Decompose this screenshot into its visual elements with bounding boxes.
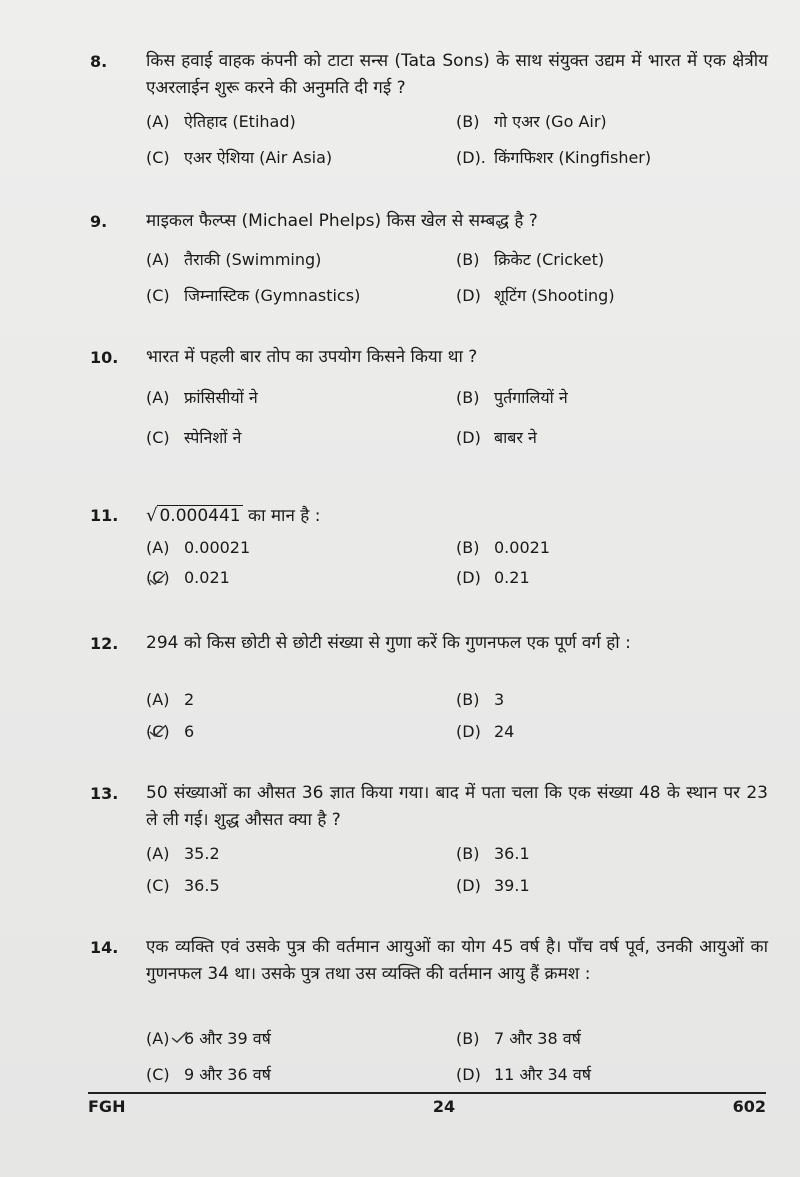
option-b: (B) 3 — [456, 690, 505, 709]
option-a: (A) 6 और 39 वर्ष — [146, 1029, 271, 1048]
footer-code: FGH — [88, 1097, 126, 1116]
question-text: किस हवाई वाहक कंपनी को टाटा सन्स (Tata Sons) के साथ संयुक्त उद्यम में भारत में एक क्षेत्रीय एअरलाईन शुरू करने की अनुमति दी गई ? — [146, 51, 768, 98]
page-number: 24 — [432, 1097, 456, 1116]
question-number: 14. — [90, 938, 119, 957]
option-d: (D) 11 और 34 वर्ष — [456, 1065, 592, 1084]
option-d: (D) 39.1 — [456, 876, 530, 895]
option-a: (A) 0.00021 — [146, 538, 251, 557]
option-a: (A) ऐतिहाद (Etihad) — [146, 112, 296, 131]
option-c: (C) स्पेनिशों ने — [146, 428, 242, 447]
option-b: (B) पुर्तगालियों ने — [456, 388, 568, 407]
option-d: (D) शूटिंग (Shooting) — [456, 286, 615, 305]
question-number: 12. — [90, 634, 119, 653]
pen-tick-mark-icon — [148, 572, 166, 586]
question-text: √ 0.000441 का मान है : — [146, 502, 768, 530]
option-c: (C) 36.5 — [146, 876, 220, 895]
option-c: (C) एअर ऐशिया (Air Asia) — [146, 148, 333, 167]
question-number: 13. — [90, 784, 119, 803]
pen-tick-mark-icon — [148, 724, 166, 738]
option-d: (D) 24 — [456, 722, 515, 741]
question-number: 8. — [90, 52, 108, 71]
option-b: (B) 7 और 38 वर्ष — [456, 1029, 581, 1048]
option-a: (A) तैराकी (Swimming) — [146, 250, 322, 269]
question-number: 9. — [90, 212, 108, 231]
option-c: (C) जिम्नास्टिक (Gymnastics) — [146, 286, 361, 305]
question-number: 10. — [90, 348, 119, 367]
question-text: माइकल फैल्प्स (Michael Phelps) किस खेल से सम्बद्ध है ? — [146, 211, 538, 231]
option-b: (B) 0.0021 — [456, 538, 550, 557]
option-d: (D). किंगफिशर (Kingfisher) — [456, 148, 652, 167]
option-a: (A) फ्रांसिसीयों ने — [146, 388, 258, 407]
option-d: (D) 0.21 — [456, 568, 530, 587]
option-b: (B) गो एअर (Go Air) — [456, 112, 607, 131]
radical-sign-icon: √ — [146, 505, 158, 526]
question-text: भारत में पहली बार तोप का उपयोग किसने किया था ? — [146, 347, 478, 367]
option-c: (C) 6 — [146, 722, 195, 741]
question-text: एक व्यक्ति एवं उसके पुत्र की वर्तमान आयुओं का योग 45 वर्ष है। पाँच वर्ष पूर्व, उनकी आयुओं का गुणनफल 34 था। उसके पुत्र तथा उस व्यक्ति की वर्तमान आयु हैं क्रमश : — [146, 937, 768, 984]
question-number: 11. — [90, 506, 119, 525]
footer-rule — [88, 1092, 766, 1094]
option-d: (D) बाबर ने — [456, 428, 537, 447]
footer-series-code: 602 — [732, 1097, 766, 1116]
option-b: (B) 36.1 — [456, 844, 530, 863]
option-c: (C) 9 और 36 वर्ष — [146, 1065, 271, 1084]
option-c: (C) 0.021 — [146, 568, 230, 587]
pen-tick-mark-icon — [170, 1030, 188, 1044]
square-root-expression: √ 0.000441 — [146, 505, 241, 526]
question-text: 294 को किस छोटी से छोटी संख्या से गुणा करें कि गुणनफल एक पूर्ण वर्ग हो : — [146, 633, 631, 653]
option-b: (B) क्रिकेट (Cricket) — [456, 250, 605, 269]
option-a: (A) 2 — [146, 690, 195, 709]
option-a: (A) 35.2 — [146, 844, 220, 863]
question-text: 50 संख्याओं का औसत 36 ज्ञात किया गया। बाद में पता चला कि एक संख्या 48 के स्थान पर 23 ले ली गई। शुद्ध औसत क्या है ? — [146, 783, 768, 830]
